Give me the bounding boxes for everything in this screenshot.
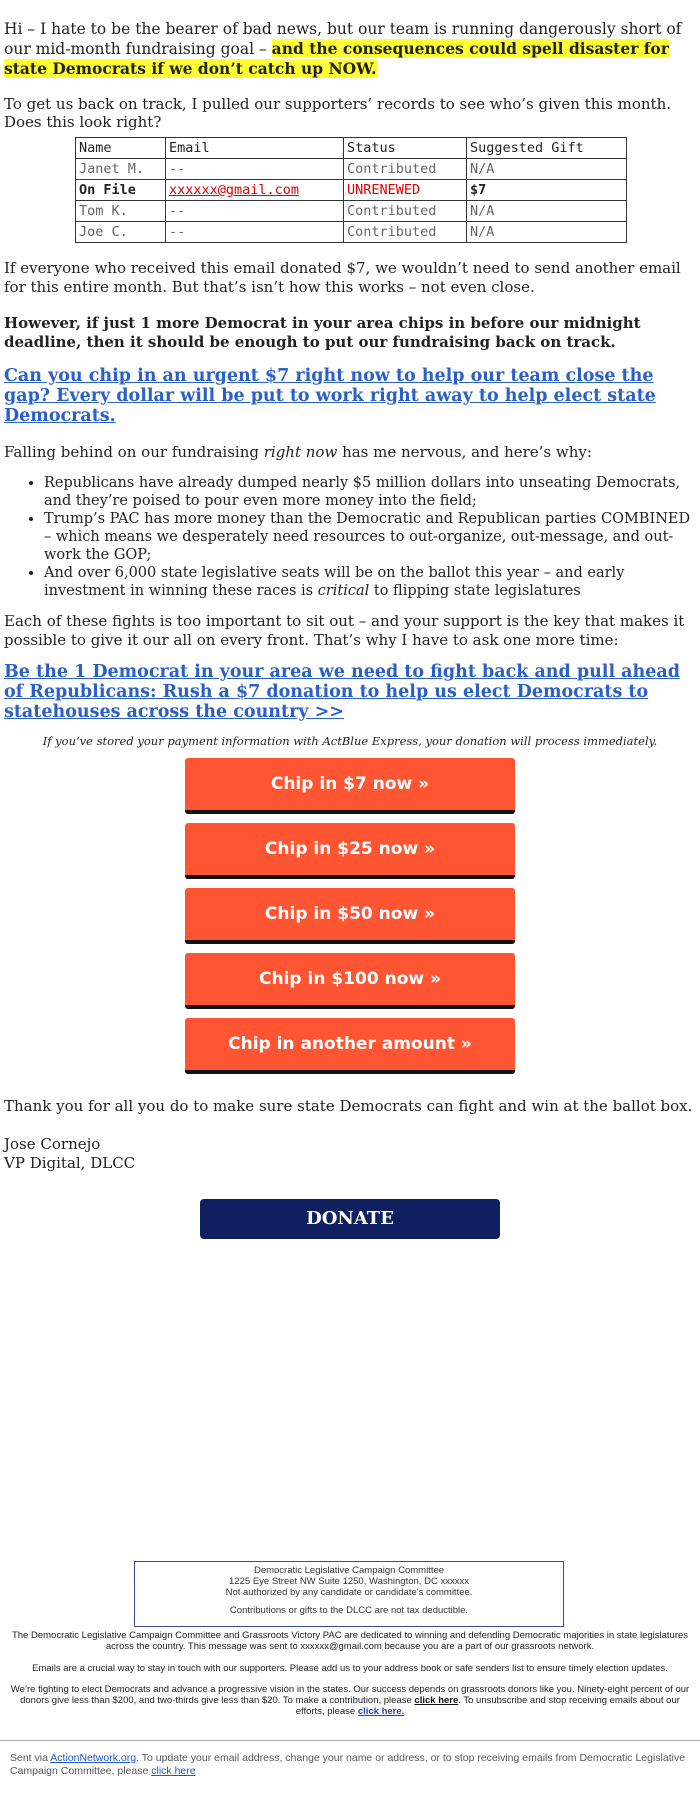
footer-fighting <box>8 1684 692 1717</box>
actblue-express-note: If you’ve stored your payment information with ActBlue Express, your donation will process immediately. <box>42 734 658 748</box>
bold-paragraph: However, if just 1 more Democrat in your area chips in before our midnight deadline, then it should be enough to put our fundraising back on track. <box>4 314 641 351</box>
row-status: Contributed <box>344 201 467 222</box>
row-gift: $7 <box>467 180 627 201</box>
list-item: • Trump’s PAC has more money than the Democratic and Republican parties COMBINED – which means we desperately need resources to out-organize, out-message, and out-work the GOP; <box>44 510 696 564</box>
everyone-paragraph: If everyone who received this email donated $7, we wouldn’t need to send another email for this entire month. But that’s isn’t how this works – not even close. <box>4 259 681 296</box>
table-row <box>76 159 627 180</box>
list-item-italic: critical <box>317 583 370 599</box>
donation-buttons <box>4 758 696 1074</box>
donate-button[interactable]: DONATE <box>200 1199 500 1239</box>
address-box <box>134 1561 564 1627</box>
address-spacer <box>135 1598 563 1605</box>
table-row <box>76 222 627 243</box>
chip-25-button[interactable]: Chip in $25 now » <box>185 823 515 879</box>
footer-dedicated: The Democratic Legislative Campaign Committee and Grassroots Victory PAC are dedicated to winning and defending Democratic majorities in state legislatures across the country. This message was sent to xxxxxx@gmail.com because you are a part of our grassroots network. <box>11 1630 689 1652</box>
header-name: Name <box>76 138 166 159</box>
donate-link-secondary[interactable]: Be the 1 Democrat in your area we need to fight back and pull ahead of Republicans: Rush a $7 donation to help us elect Democrats to statehouses across the country >> <box>4 662 680 722</box>
row-email-link[interactable]: xxxxxx@gmail.com <box>169 182 300 198</box>
actionnetwork-link[interactable]: ActionNetwork.org <box>50 1752 137 1764</box>
intro-text: Hi – I hate to be the bearer of bad news, but our team is running dangerously short of our mid-month fundraising goal – <box>4 20 682 58</box>
row-status: Contributed <box>344 159 467 180</box>
row-email-cell <box>166 180 344 201</box>
reasons-list <box>4 474 696 600</box>
list-item-after: to flipping state legislatures <box>369 583 581 599</box>
thanks-paragraph: Thank you for all you do to make sure state Democrats can fight and win at the ballot box. <box>4 1097 693 1115</box>
org-disclaimer: Not authorized by any candidate or candidate's committee. <box>225 1587 473 1598</box>
header-status: Status <box>344 138 467 159</box>
contribute-link[interactable]: click here <box>414 1695 459 1706</box>
list-item: • Republicans have already dumped nearly $5 million dollars into unseating Democrats, and they’re poised to pour even more money into the field; <box>44 474 696 510</box>
row-gift: N/A <box>467 159 627 180</box>
row-status: UNRENEWED <box>344 180 467 201</box>
table-row-highlighted <box>76 180 627 201</box>
list-item-before: And over 6,000 state legislative seats will be on the ballot this year – and early investment in winning these races is <box>44 565 625 599</box>
chip-other-amount-button[interactable]: Chip in another amount » <box>185 1018 515 1074</box>
footer-fighting-before: We’re fighting to elect Democrats and advance a progressive vision in the states. Our success depends on grassroots donors like you. Ninety-eight percent of our donors give less than $200, and two-thirds give less than $20. To make a contribution, please <box>10 1684 690 1706</box>
chip-100-button[interactable]: Chip in $100 now » <box>185 953 515 1009</box>
row-gift: N/A <box>467 222 627 243</box>
table-row <box>76 201 627 222</box>
signature-title: VP Digital, DLCC <box>4 1154 136 1172</box>
row-name: On File <box>76 180 166 201</box>
sent-via-footer <box>10 1752 690 1778</box>
row-name: Janet M. <box>76 159 166 180</box>
row-status: Contributed <box>344 222 467 243</box>
records-intro: To get us back on track, I pulled our supporters’ records to see who’s given this month. Does this look right? <box>4 95 672 131</box>
intro-paragraph <box>4 0 696 79</box>
row-name: Tom K. <box>76 201 166 222</box>
supporter-records-table <box>75 137 627 243</box>
why-italic: right now <box>263 443 338 461</box>
row-email: -- <box>166 159 344 180</box>
row-email: -- <box>166 222 344 243</box>
header-email: Email <box>166 138 344 159</box>
chip-7-button[interactable]: Chip in $7 now » <box>185 758 515 814</box>
signature <box>4 1135 696 1173</box>
fights-paragraph: Each of these fights is too important to sit out – and your support is the key that makes it possible to give it our all on every front. That’s why I have to ask one more time: <box>4 612 685 649</box>
sent-before: Sent via <box>10 1752 51 1764</box>
intro-highlight: and the consequences could spell disaster for state Democrats if we don’t catch up NOW. <box>4 39 669 78</box>
why-before: Falling behind on our fundraising <box>4 443 264 461</box>
unsubscribe-link[interactable]: click here. <box>357 1706 405 1717</box>
signature-name: Jose Cornejo <box>4 1135 101 1153</box>
chip-50-button[interactable]: Chip in $50 now » <box>185 888 515 944</box>
sent-after: . To update your email address, change your name or address, or to stop receiving emails from Democratic Legislative Campaign Committee, please <box>10 1752 686 1777</box>
header-gift: Suggested Gift <box>467 138 627 159</box>
update-preferences-link[interactable]: click here <box>151 1765 196 1777</box>
row-gift: N/A <box>467 201 627 222</box>
org-street: 1225 Eye Street NW Suite 1250, Washington, DC xxxxxx <box>229 1576 469 1587</box>
donate-link-primary[interactable]: Can you chip in an urgent $7 right now to help our team close the gap? Every dollar will be put to work right away to help elect state Democrats. <box>4 366 656 426</box>
footer-emails: Emails are a crucial way to stay in touch with our supporters. Please add us to your address book or safe senders list to ensure timely election updates. <box>32 1663 668 1674</box>
list-item <box>44 564 696 600</box>
row-email: -- <box>166 201 344 222</box>
footer-divider <box>0 1740 700 1741</box>
footer-fighting-mid: . To unsubscribe and stop receiving emails about our efforts, please <box>295 1695 680 1717</box>
why-after: has me nervous, and here’s why: <box>337 443 592 461</box>
tax-notice: Contributions or gifts to the DLCC are not tax deductible. <box>229 1605 469 1616</box>
org-name: Democratic Legislative Campaign Committee <box>253 1565 445 1576</box>
why-paragraph <box>4 443 696 462</box>
row-name: Joe C. <box>76 222 166 243</box>
table-header-row <box>76 138 627 159</box>
